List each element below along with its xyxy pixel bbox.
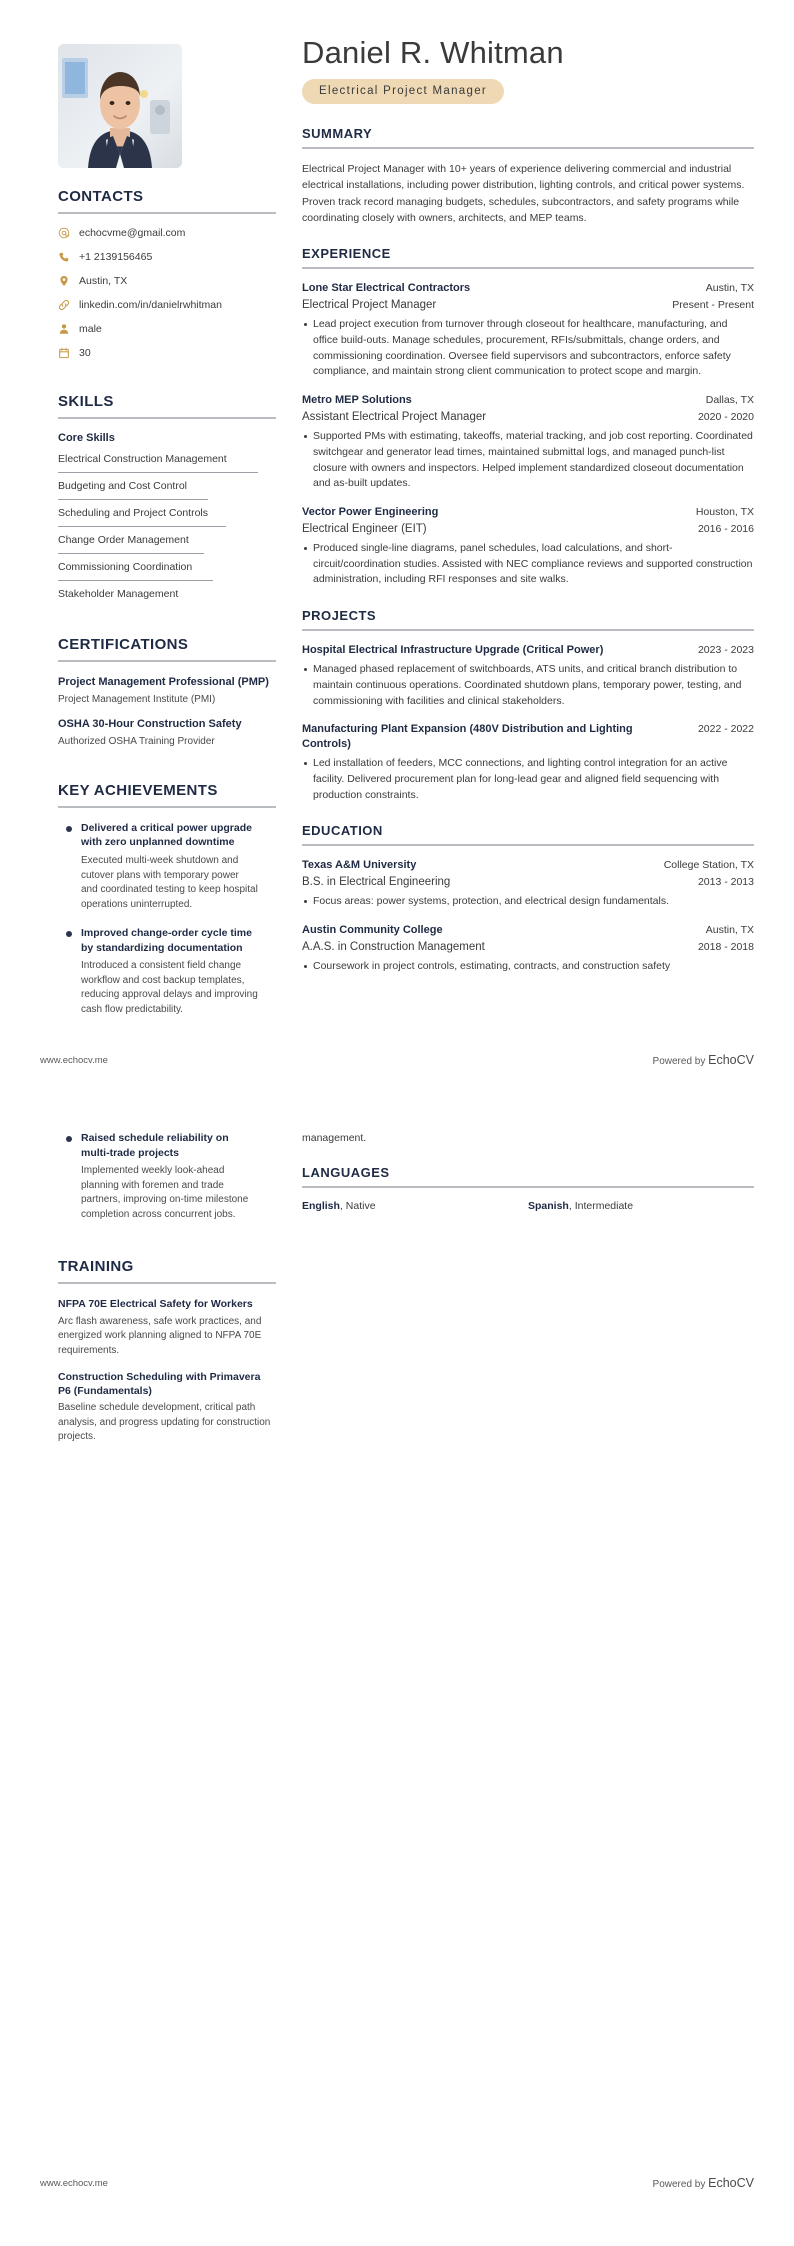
footer-site[interactable]: www.echocv.me [40,1054,108,1066]
language-name: Spanish [528,1199,569,1212]
language-name: English [302,1199,340,1212]
summary-divider [302,147,754,149]
certification-item [58,675,276,706]
footer-brand: EchoCV [708,1053,754,1067]
contact-phone-value: +1 2139156465 [79,251,153,263]
languages-section [302,1165,754,1212]
education-heading: EDUCATION [302,823,383,839]
education-bullets [302,959,754,975]
experience-role: Assistant Electrical Project Manager [302,410,487,423]
experience-entry [302,281,754,380]
page-title: Daniel R. Whitman [302,35,564,70]
skills-subtitle: Core Skills [58,432,115,444]
language-level: Native [345,1199,376,1212]
training-name: Construction Scheduling with Primavera P6 (Fundamentals) [58,1371,261,1398]
footer-site[interactable]: www.echocv.me [40,2177,108,2189]
experience-org: Lone Star Electrical Contractors [302,282,471,295]
footer-powered-by [653,2176,754,2190]
achievements-heading: KEY ACHIEVEMENTS [58,781,218,799]
education-degree: A.A.S. in Construction Management [302,940,485,953]
experience-bullets [302,317,754,380]
contacts-heading: CONTACTS [58,188,144,205]
contact-linkedin-value: linkedin.com/in/danielrwhitman [79,299,222,311]
calendar-icon [58,347,70,359]
education-location: Austin, TX [705,923,754,936]
education-degree: B.S. in Electrical Engineering [302,876,451,889]
experience-location: Austin, TX [705,282,754,295]
bullet-item: Focus areas: power systems, protection, and electrical design fundamentals. [302,894,754,910]
experience-role: Electrical Project Manager [302,299,437,311]
certification-item [58,717,276,748]
bullet-item: Led installation of feeders, MCC connections, and lighting control integration for an active facility. Delivered procurement plan for long-lead gear and aligned field sequencing with production constraints. [302,756,754,803]
achievement-item [66,1131,258,1222]
skill-item: Electrical Construction Management [58,453,258,473]
skill-item: Change Order Management [58,534,204,554]
summary-text: Electrical Project Manager with 10+ years of experience delivering commercial and industrial electrical installations, including power distribution, lighting controls, and critical power systems. Proven track record managing budgets, schedules, subcontractors, and safety programs while coordinating closely with owners, architects, and MEP teams. [302,163,745,224]
footer-powered-prefix: Powered by [652,2179,709,2190]
education-location: College Station, TX [663,859,754,872]
training-name: NFPA 70E Electrical Safety for Workers [58,1298,253,1311]
certification-org: Authorized OSHA Training Provider [58,736,215,748]
achievement-item [66,821,258,912]
projects-divider [302,629,754,631]
training-divider [58,1282,276,1284]
footer-powered-prefix: Powered by [652,1056,709,1067]
language-item: Spanish, Intermediate [528,1199,634,1212]
avatar [58,44,182,168]
experience-section [302,246,754,588]
experience-heading: EXPERIENCE [302,246,391,262]
phone-icon [58,251,70,263]
training-desc: Arc flash awareness, safe work practices, and energized work planning aligned to NFPA 70E requirements. [58,1315,262,1356]
project-bullets [302,756,754,803]
project-entry [302,722,754,803]
training-desc: Baseline schedule development, critical path analysis, and progress updating for construction projects. [58,1402,271,1443]
contact-phone[interactable] [58,251,276,263]
footer-brand: EchoCV [708,2176,754,2190]
experience-role: Electrical Engineer (EIT) [302,522,427,535]
contact-gender-value: male [79,323,102,335]
contact-gender [58,323,276,335]
education-section [302,823,754,974]
main-content-page-2 [302,1131,754,1457]
education-entry [302,858,754,910]
certification-org: Project Management Institute (PMI) [58,693,216,705]
languages-heading: LANGUAGES [302,1164,390,1180]
contacts-divider [58,212,276,214]
training-item [58,1297,276,1358]
education-bullets [302,894,754,910]
education-school: Austin Community College [302,923,443,936]
summary-heading: SUMMARY [302,126,373,142]
project-dates: 2023 - 2023 [697,644,754,657]
sidebar [40,36,276,1031]
contacts-list [58,227,276,359]
certification-name: Project Management Professional (PMP) [58,676,269,688]
project-bullets [302,662,754,709]
skill-item: Budgeting and Cost Control [58,480,208,500]
contact-email[interactable] [58,227,276,239]
experience-location: Dallas, TX [705,394,754,407]
skills-divider [58,417,276,419]
skill-item: Stakeholder Management [58,588,179,600]
contact-age-value: 30 [79,347,91,359]
experience-location: Houston, TX [695,506,754,519]
projects-section [302,608,754,803]
education-dates: 2013 - 2013 [697,876,754,889]
project-dates: 2022 - 2022 [697,723,754,736]
main-content [302,36,754,1031]
achievements-divider [58,806,276,808]
page-footer [40,2176,754,2190]
experience-bullets [302,429,754,492]
achievement-title: Delivered a critical power upgrade with zero unplanned downtime [81,821,252,849]
education-divider [302,844,754,846]
person-icon [58,323,70,335]
page-footer [40,1053,754,1067]
training-item [58,1370,276,1445]
skill-item: Scheduling and Project Controls [58,507,226,527]
achievement-desc: Executed multi-week shutdown and cutover plans with temporary power and coordinated testing to keep hospital operations uninterrupted. [81,855,258,910]
experience-org: Vector Power Engineering [302,506,439,519]
project-name: Hospital Electrical Infrastructure Upgrade (Critical Power) [302,644,604,657]
achievement-item [66,926,258,1017]
experience-org: Metro MEP Solutions [302,394,412,407]
bullet-icon [66,826,72,832]
languages-list [302,1200,754,1212]
bullet-item: Coursework in project controls, estimating, contracts, and construction safety [302,959,754,975]
experience-dates: Present - Present [672,299,754,311]
link-icon [58,299,70,311]
language-level: Intermediate [574,1199,634,1212]
certification-name: OSHA 30-Hour Construction Safety [58,718,242,731]
sidebar-page-2 [40,1131,276,1457]
role-badge: Electrical Project Manager [302,79,504,104]
projects-heading: PROJECTS [302,608,377,624]
achievement-title: Improved change-order cycle time by standardizing documentation [81,927,252,954]
contact-email-value: echocvme@gmail.com [79,227,186,239]
achievement-desc: Introduced a consistent field change workflow and cost backup templates, reducing approval delays and improving cash flow predictability. [81,960,258,1015]
bullet-item: Lead project execution from turnover through closeout for healthcare, manufacturing, and office build-outs. Manage schedules, procurement, RFIs/submittals, change orders, and commissioning coordination. Oversee field supervisors and subcontractors, enforce safety compliance, and maintain strong client communication to protect scope and margin. [302,317,754,380]
skills-heading: SKILLS [58,393,114,410]
education-entry [302,923,754,975]
summary-section [302,126,754,226]
contact-age [58,347,276,359]
email-icon [58,227,70,239]
languages-divider [302,1186,754,1188]
language-item: English, Native [302,1199,376,1212]
education-school: Texas A&M University [302,859,417,872]
certifications-heading: CERTIFICATIONS [58,636,189,653]
skill-item: Commissioning Coordination [58,561,213,581]
bullet-item: Managed phased replacement of switchboards, ATS units, and critical branch distribution to maintain continuous operations. Coordinated shutdown plans, temporary power, testing, and commissioning with facilities and clinical stakeholders. [302,662,754,709]
contact-location [58,275,276,287]
education-continuation: management. [302,1132,367,1144]
experience-divider [302,267,754,269]
bullet-item: Produced single-line diagrams, panel schedules, load calculations, and short-circuit/coordination studies. Assisted with NEC compliance reviews and supported construction administration, including RFI responses and site walks. [302,541,754,588]
certifications-divider [58,660,276,662]
bullet-icon [66,1136,72,1142]
experience-entry [302,505,754,588]
education-dates: 2018 - 2018 [697,940,754,953]
experience-dates: 2016 - 2016 [697,522,754,535]
location-pin-icon [58,275,70,287]
footer-powered-by [653,1053,754,1067]
contact-linkedin[interactable] [58,299,276,311]
achievement-title: Raised schedule reliability on multi-trade projects [81,1132,229,1159]
achievement-desc: Implemented weekly look-ahead planning with foremen and trade partners, improving on-time milestone completion across concurrent jobs. [81,1165,249,1220]
experience-bullets [302,541,754,588]
experience-entry [302,393,754,492]
training-heading: TRAINING [58,1258,134,1276]
bullet-icon [66,931,72,937]
experience-dates: 2020 - 2020 [697,410,754,423]
resume-page-2 [0,1123,794,2246]
project-name: Manufacturing Plant Expansion (480V Distribution and Lighting Controls) [302,723,633,751]
bullet-item: Supported PMs with estimating, takeoffs, material tracking, and job cost reporting. Coordinated switchgear and generator lead times, maintained submittal logs, and managed punch-list closure with owners and inspectors. Helped implement standardized closeout documentation and as-built updates. [302,429,754,492]
project-entry [302,643,754,709]
contact-location-value: Austin, TX [79,275,128,287]
